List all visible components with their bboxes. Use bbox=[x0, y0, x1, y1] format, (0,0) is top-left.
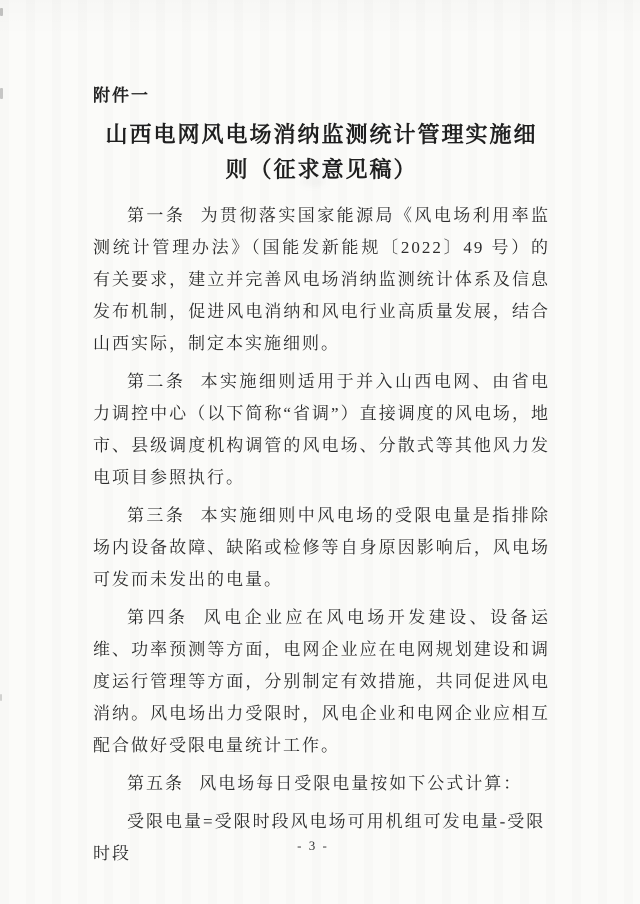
article-paragraph-4 bbox=[93, 602, 550, 762]
article-paragraph-1 bbox=[93, 200, 550, 360]
document-title-line-2: 则（征求意见稿） bbox=[225, 157, 418, 182]
article-number: 第一条 bbox=[127, 206, 186, 225]
scan-artifact bbox=[0, 88, 3, 99]
scan-artifact bbox=[0, 8, 3, 16]
article-text: 风电企业应在风电场开发建设、设备运维、功率预测等方面，电网企业应在电网规划建设和调度运行管理等方面，分别制定有效措施，共同促进风电消纳。风电场出力受限时，风电企业和电网企业应相互配合做好受限电量统计工作。 bbox=[93, 608, 551, 755]
article-text: 本实施细则适用于并入山西电网、由省电力调控中心（以下简称“省调”）直接调度的风电场，地市、县级调度机构调管的风电场、分散式等其他风力发电项目参照执行。 bbox=[93, 372, 551, 487]
article-paragraph-2 bbox=[93, 366, 550, 494]
document-body bbox=[93, 200, 550, 870]
article-paragraph-5 bbox=[93, 768, 550, 800]
article-number: 第五条 bbox=[127, 774, 184, 793]
formula-line: 受限电量=受限时段风电场可用机组可发电量-受限时段 bbox=[93, 812, 546, 863]
document-title bbox=[93, 117, 550, 187]
article-number: 第三条 bbox=[127, 506, 186, 525]
article-text: 为贯彻落实国家能源局《风电场利用率监测统计管理办法》（国能发新能规〔2022〕49 号）的有关要求，建立并完善风电场消纳监测统计体系及信息发布机制，促进风电消纳和风电行业高质量发展，结合山西实际，制定本实施细则。 bbox=[93, 206, 551, 353]
page-number: - 3 - bbox=[297, 838, 329, 853]
article-number: 第四条 bbox=[127, 608, 189, 627]
article-number: 第二条 bbox=[127, 372, 186, 391]
scan-smudge bbox=[300, 178, 326, 186]
article-paragraph-3 bbox=[93, 500, 550, 596]
article-text: 本实施细则中风电场的受限电量是指排除场内设备故障、缺陷或检修等自身原因影响后，风电场可发而未发出的电量。 bbox=[93, 506, 551, 589]
article-text: 风电场每日受限电量按如下公式计算： bbox=[199, 774, 523, 793]
document-title-line-1: 山西电网风电场消纳监测统计管理实施细 bbox=[105, 122, 538, 147]
scan-artifact bbox=[0, 694, 2, 701]
attachment-label: 附件一 bbox=[93, 86, 150, 105]
